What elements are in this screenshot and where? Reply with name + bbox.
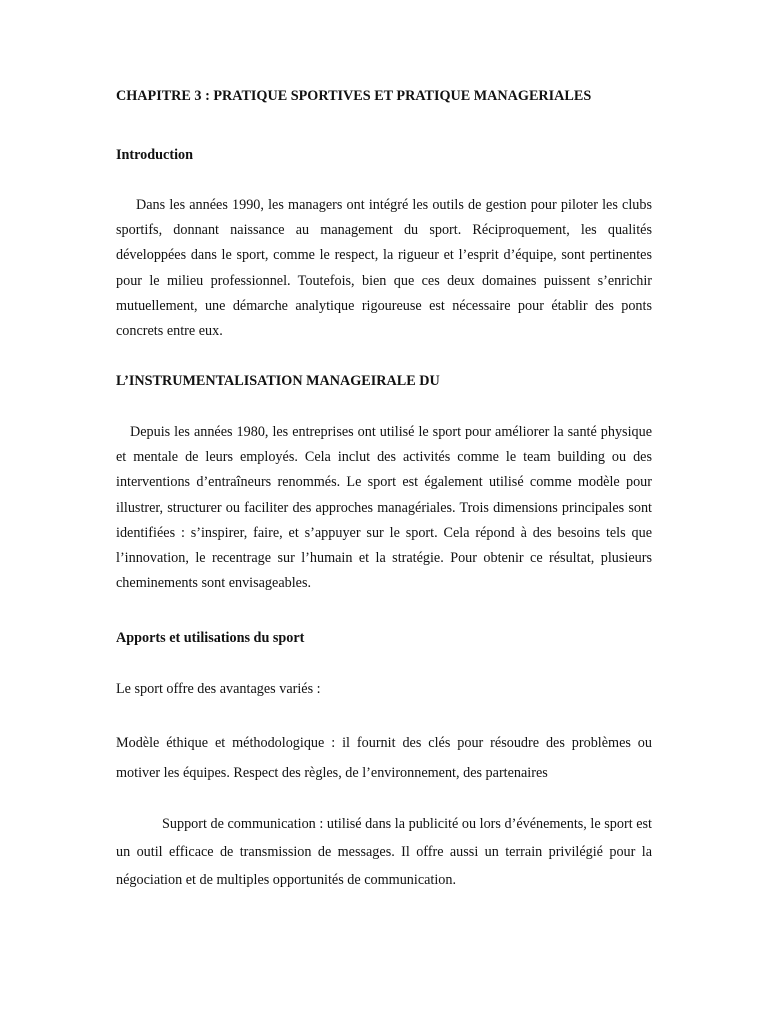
apports-lead: Le sport offre des avantages variés : [116, 681, 321, 697]
intro-heading: Introduction [116, 147, 193, 163]
chapter-title: CHAPITRE 3 : PRATIQUE SPORTIVES ET PRATIQUE MANAGERIALES [116, 88, 592, 104]
instrumentalisation-paragraph: Depuis les années 1980, les entreprises ont utilisé le sport pour améliorer la santé physique et mentale de leurs employés. Cela inclut des activités comme le team building ou des interventions d’entraîneurs renommés. Le sport est également utilisé comme modèle pour illustrer, structurer ou faciliter des approches managériales. Trois dimensions principales sont identifiées : s’inspirer, faire, et s’appuyer sur le sport. Cela répond à des besoins tels que l’innovation, le recentrage sur l’humain et la stratégie. Pour obtenir ce résultat, plusieurs cheminements sont envisageables. [116, 424, 652, 592]
instrumentalisation-heading: L’INSTRUMENTALISATION MANAGEIRALE DU [116, 373, 440, 389]
apports-heading: Apports et utilisations du sport [116, 630, 305, 646]
support-paragraph: Support de communication : utilisé dans la publicité ou lors d’événements, le sport est un outil efficace de transmission de messages. Il offre aussi un terrain privilégié pour la négociation et de multiples opportunités de communication. [116, 816, 652, 888]
intro-paragraph: Dans les années 1990, les managers ont intégré les outils de gestion pour piloter les clubs sportifs, donnant naissance au management du sport. Réciproquement, les qualités développées dans le sport, comme le respect, la rigueur et l’esprit d’équipe, sont pertinentes pour le milieu professionnel. Toutefois, bien que ces deux domaines puissent s’enrichir mutuellement, une démarche analytique rigoureuse est nécessaire pour établir des ponts concrets entre eux. [116, 197, 652, 340]
modele-paragraph: Modèle éthique et méthodologique : il fournit des clés pour résoudre des problèmes ou motiver les équipes. Respect des règles, de l’environnement, des partenaires [116, 735, 652, 781]
